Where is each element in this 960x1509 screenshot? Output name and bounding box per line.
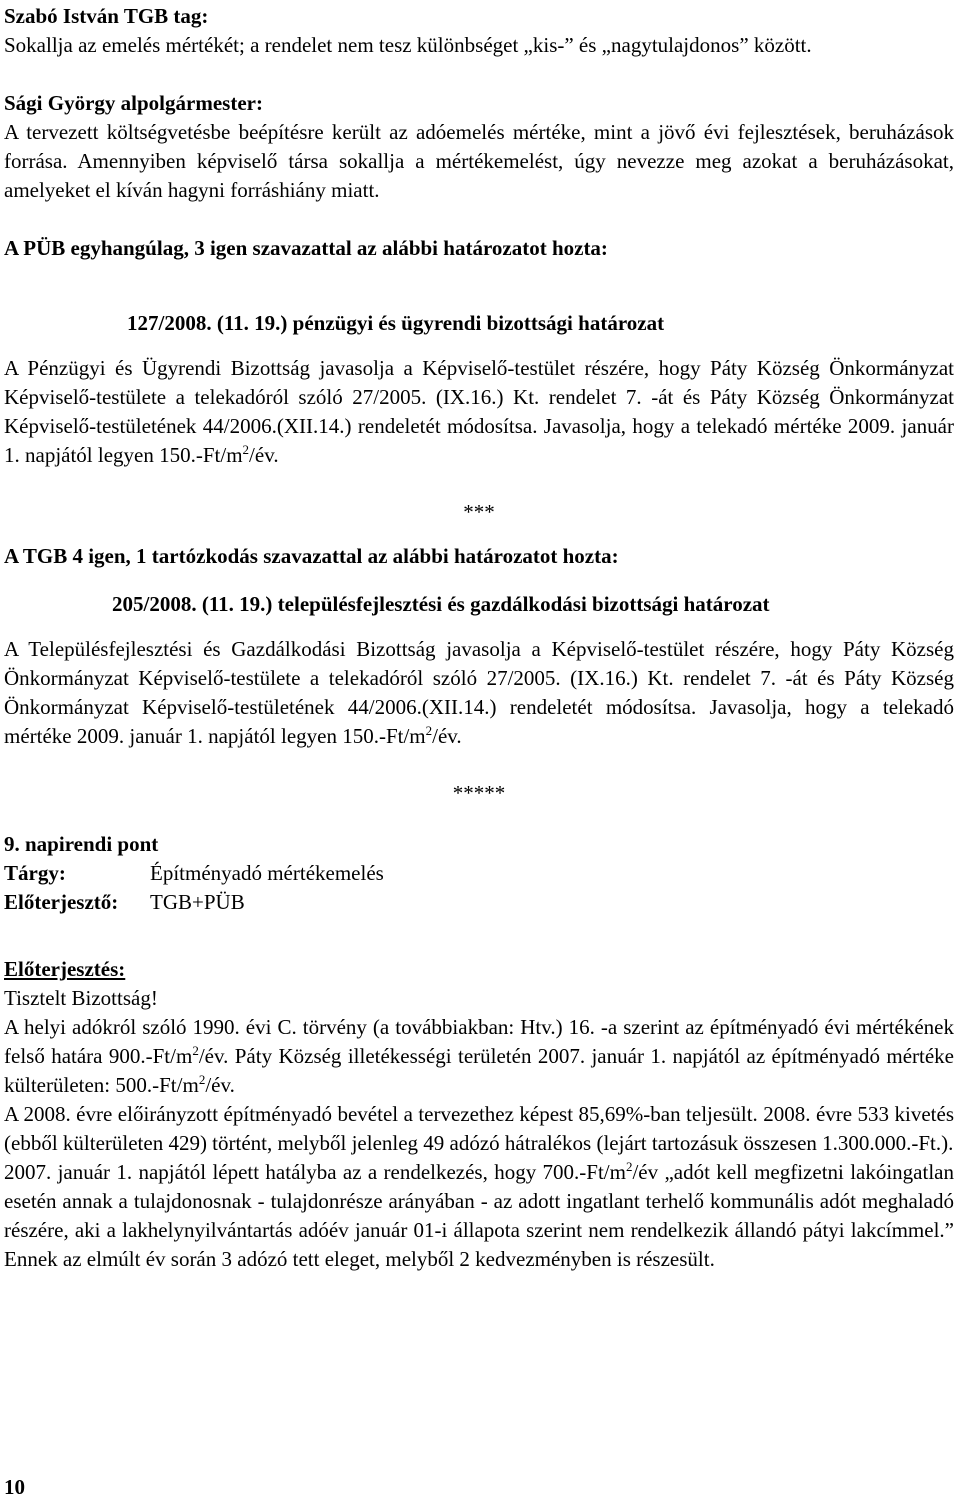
statement-sagi: A tervezett költségvetésbe beépítésre került az adóemelés mértéke, mint a jövő évi fejlesztések, beruházások forrása. Amennyiben képviselő társa sokallja a mértékemelést, úgy nevezze meg azokat a beruházásokat, amelyeket el kíván hagyni forráshiány miatt.	[4, 120, 954, 202]
separator-stars: *****	[452, 781, 506, 805]
presenter-value: TGB+PÜB	[150, 890, 245, 914]
separator-stars: ***	[463, 500, 495, 524]
vote-tgb: A TGB 4 igen, 1 tartózkodás szavazattal az alábbi határozatot hozta:	[4, 544, 619, 568]
vote-pub: A PÜB egyhangúlag, 3 igen szavazattal az alábbi határozatot hozta:	[4, 236, 608, 260]
agenda-subject	[4, 859, 954, 888]
statement-szabo: Sokallja az emelés mértékét; a rendelet nem tesz különbséget „kis-” és „nagytulajdonos” között.	[4, 33, 812, 57]
superscript: 2	[625, 1159, 633, 1174]
superscript: 2	[198, 1072, 206, 1087]
agenda-presenter	[4, 888, 954, 917]
superscript: 2	[425, 723, 433, 738]
proposal-paragraph-2: A 2008. évre előirányzott építményadó bevétel a tervezethez képest 85,69%-ban teljesült. 2008. évre 533 kivetés (ebből külterületen 429) történt, melyből jelenleg 49 adózó hátralékos (lejárt tartozásuk összesen 1.300.000.-Ft.).	[4, 1102, 954, 1155]
proposal-label	[4, 955, 954, 984]
superscript: 2	[242, 442, 250, 457]
resolution-205-body	[4, 635, 954, 751]
resolution-127-number: 127/2008. (11. 19.)	[127, 311, 288, 335]
resolution-127-title	[4, 309, 954, 338]
paragraph-1-text-a: A helyi adókról szóló 1990. évi C. törvény (a továbbiakban: Htv.) 16. -a szerint az építményadó évi mértékének felső határa 900.-Ft/m	[4, 1015, 954, 1068]
resolution-205-tail: /év.	[432, 724, 462, 748]
paragraph-3-text-a: 2007. január 1. napjától lépett hatályba az a rendelkezés, hogy 700.-Ft/m	[4, 1160, 626, 1184]
resolution-127-tail: /év.	[249, 443, 279, 467]
subject-value: Építményadó mértékemelés	[150, 861, 384, 885]
salutation: Tisztelt Bizottság!	[4, 986, 158, 1010]
proposal-paragraph-1	[4, 1013, 954, 1100]
speaker-sagi: Sági György alpolgármester:	[4, 91, 263, 115]
resolution-127-type: pénzügyi és ügyrendi bizottsági határozat	[287, 311, 665, 335]
paragraph-1-text-b: /év. Páty Község illetékességi területén 2007. január 1. napjától az építményadó mértéke külterületen: 500.-Ft/m	[4, 1044, 954, 1097]
presenter-label: Előterjesztő:	[4, 890, 119, 914]
resolution-205-number: 205/2008. (11. 19.)	[112, 592, 273, 616]
speaker-szabo: Szabó István TGB tag:	[4, 4, 209, 28]
resolution-205-text: A Településfejlesztési és Gazdálkodási Bizottság javasolja a Képviselő-testület részére, hogy Páty Község Önkormányzat Képviselő-testülete a telekadóról szóló 27/2005. (IX.16.) Kt. rendelet 7. -át és Páty Község Önkormányzat Képviselő-testületének 44/2006.(XII.14.) rendeletét módosítsa. Javasolja, hogy a telekadó mértéke 2009. január 1. napjától legyen 150.-Ft/m	[4, 637, 954, 748]
agenda-heading: 9. napirendi pont	[4, 832, 159, 856]
resolution-205-type: településfejlesztési és gazdálkodási bizottsági határozat	[272, 592, 770, 616]
proposal-label-text: Előterjesztés:	[4, 957, 126, 981]
resolution-127-text: A Pénzügyi és Ügyrendi Bizottság javasolja a Képviselő-testület részére, hogy Páty Község Önkormányzat Képviselő-testülete a telekadóról szóló 27/2005. (IX.16.) Kt. rendelet 7. -át és Páty Község Önkormányzat Képviselő-testületének 44/2006.(XII.14.) rendeletét módosítsa. Javasolja, hogy a telekadó mértéke 2009. január 1. napjától legyen 150.-Ft/m	[4, 356, 954, 467]
resolution-127-body	[4, 354, 954, 470]
paragraph-3-text-b: /év „adót kell megfizetni lakóingatlan esetén annak a tulajdonosnak - tulajdonrésze arányában - az adott ingatlant terhelő kommunális adót meghaladó részére, aki a lakhelynyilvántartás adóév január 01-i állapota szerint nem rendelkezik állandó pátyi lakcímmel.” Ennek az elmúlt év során 3 adózó tett eleget, melyből 2 kedvezményben is részesült.	[4, 1160, 954, 1271]
resolution-205-title	[4, 590, 954, 619]
page-number: 10	[4, 1475, 25, 1499]
superscript: 2	[192, 1043, 199, 1058]
document-page	[4, 0, 954, 1274]
proposal-paragraph-3	[4, 1158, 954, 1274]
paragraph-1-text-c: /év.	[205, 1073, 235, 1097]
subject-label: Tárgy:	[4, 861, 66, 885]
